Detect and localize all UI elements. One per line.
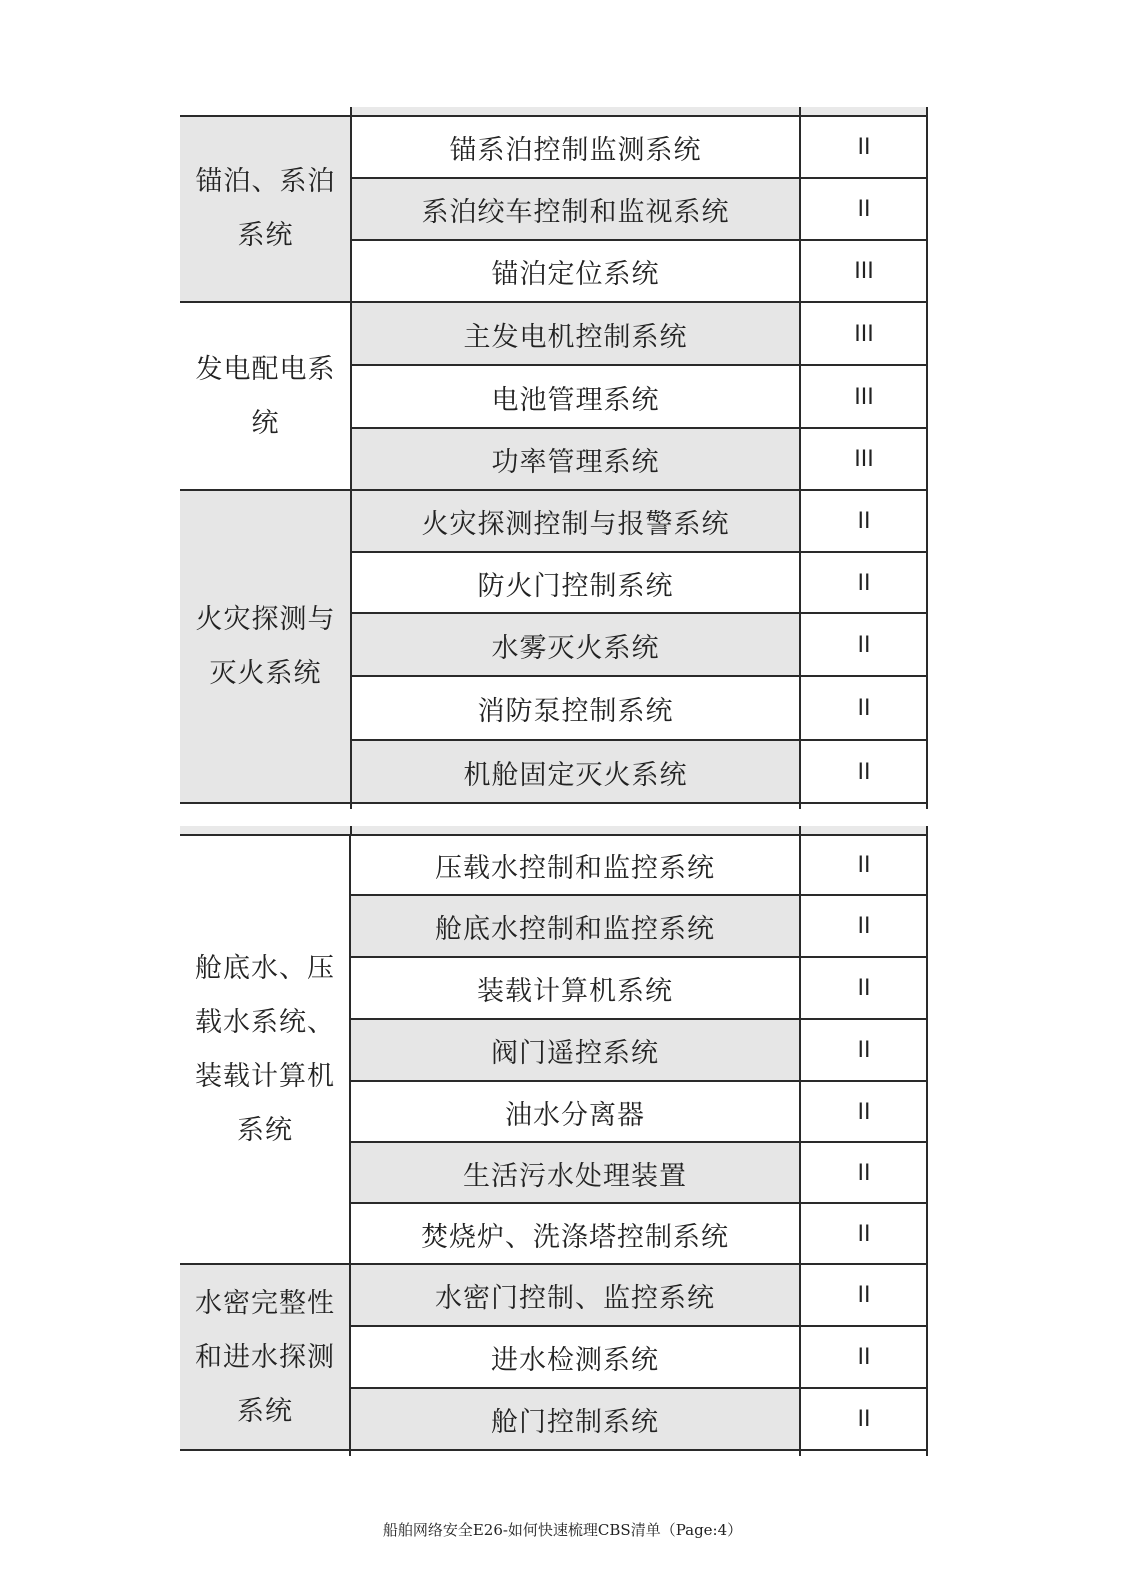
system-cell <box>352 429 799 490</box>
system-cell <box>351 835 799 895</box>
level-cell <box>801 741 927 803</box>
col-line <box>799 115 801 809</box>
level-cell <box>801 835 927 895</box>
level-cell <box>801 116 927 178</box>
level-cell <box>801 1265 927 1326</box>
row-line <box>350 894 928 896</box>
level-value: II <box>857 632 871 658</box>
row-line <box>350 427 928 429</box>
system-name: 压载水控制和监控系统 <box>435 852 715 884</box>
row-line <box>350 364 928 366</box>
system-cell <box>352 303 799 365</box>
level-cell <box>801 179 927 240</box>
category-label: 火灾探测与灭火系统 <box>195 604 336 689</box>
system-cell <box>351 1265 799 1326</box>
system-name: 锚泊定位系统 <box>491 259 660 290</box>
system-cell <box>351 896 799 957</box>
system-name: 机舱固定灭火系统 <box>463 759 688 791</box>
level-cell <box>801 429 927 490</box>
category-cell <box>180 491 351 803</box>
level-value: II <box>857 570 871 596</box>
col-line <box>350 115 352 809</box>
level-value: II <box>857 759 871 785</box>
row-line <box>180 489 928 491</box>
col-line <box>799 834 801 1456</box>
row-line <box>350 1141 928 1143</box>
system-cell <box>352 553 799 613</box>
system-cell <box>352 179 799 240</box>
level-value: II <box>857 852 871 878</box>
system-cell <box>352 614 799 676</box>
category-cell <box>180 303 351 490</box>
level-cell <box>801 1143 927 1203</box>
system-name: 水密门控制、监控系统 <box>435 1283 715 1314</box>
row-line <box>350 675 928 677</box>
system-name: 防火门控制系统 <box>477 570 674 602</box>
row-line <box>350 956 928 958</box>
level-value: II <box>857 134 871 160</box>
level-cell <box>801 614 927 676</box>
row-line <box>350 551 928 553</box>
system-name: 主发电机控制系统 <box>463 321 688 353</box>
system-name: 火灾探测控制与报警系统 <box>421 509 730 540</box>
row-line <box>350 1202 928 1204</box>
level-value: II <box>857 1345 871 1370</box>
row-line <box>350 1325 928 1327</box>
level-cell <box>801 1327 927 1388</box>
row-line <box>350 739 928 741</box>
level-value: II <box>857 1221 871 1247</box>
row-line <box>180 1263 928 1265</box>
row-line <box>350 239 928 241</box>
system-name: 油水分离器 <box>505 1099 645 1131</box>
level-value: III <box>854 259 874 284</box>
row-line <box>180 1449 928 1451</box>
level-value: II <box>857 1160 871 1186</box>
level-cell <box>801 958 927 1019</box>
level-cell <box>801 677 927 740</box>
level-value: II <box>857 197 871 222</box>
category-label: 锚泊、系泊系统 <box>195 166 336 251</box>
level-cell <box>801 303 927 365</box>
row-line <box>350 1080 928 1082</box>
table-bottom-stub <box>180 826 928 834</box>
level-value: III <box>854 384 874 410</box>
system-name: 功率管理系统 <box>491 447 660 478</box>
row-line <box>180 802 928 804</box>
system-name: 电池管理系统 <box>491 384 660 416</box>
level-cell <box>801 366 927 428</box>
system-cell <box>352 677 799 740</box>
system-name: 舱底水控制和监控系统 <box>435 914 715 945</box>
row-line <box>350 1387 928 1389</box>
level-value: II <box>857 696 871 721</box>
row-line <box>180 301 928 303</box>
system-cell <box>351 1204 799 1264</box>
system-cell <box>352 116 799 178</box>
system-cell <box>351 1082 799 1142</box>
row-line <box>350 1018 928 1020</box>
system-cell <box>351 958 799 1019</box>
system-name: 系泊绞车控制和监视系统 <box>421 197 730 228</box>
system-name: 锚系泊控制监测系统 <box>449 134 702 166</box>
row-line <box>180 834 928 836</box>
system-cell <box>352 491 799 552</box>
level-cell <box>801 241 927 302</box>
level-cell <box>801 896 927 957</box>
system-name: 舱门控制系统 <box>491 1407 659 1438</box>
col-line <box>926 834 928 1456</box>
system-name: 生活污水处理装置 <box>463 1160 687 1192</box>
level-cell <box>801 553 927 613</box>
level-value: II <box>857 1099 871 1125</box>
system-cell <box>352 366 799 428</box>
level-cell <box>801 1082 927 1142</box>
level-value: III <box>854 321 874 347</box>
col-line <box>926 115 928 809</box>
category-cell <box>180 1265 350 1450</box>
category-cell <box>180 116 351 302</box>
level-value: II <box>857 1038 871 1063</box>
category-label: 水密完整性和进水探测系统 <box>195 1287 335 1427</box>
system-cell <box>351 1327 799 1388</box>
system-cell <box>351 1143 799 1203</box>
level-value: II <box>857 914 871 939</box>
category-label: 发电配电系统 <box>195 353 336 439</box>
level-value: II <box>857 1283 871 1308</box>
level-cell <box>801 1020 927 1081</box>
level-value: III <box>854 447 874 472</box>
row-line <box>350 177 928 179</box>
system-name: 水雾灭火系统 <box>491 632 660 664</box>
system-name: 装载计算机系统 <box>477 976 673 1007</box>
system-name: 焚烧炉、洗涤塔控制系统 <box>421 1221 729 1253</box>
level-value: II <box>857 976 871 1001</box>
page-footer: 船舶网络安全E26-如何快速梳理CBS清单（Page:4） <box>382 1521 743 1539</box>
level-value: II <box>857 1407 871 1432</box>
system-cell <box>352 741 799 803</box>
system-name: 阀门遥控系统 <box>491 1038 659 1069</box>
category-cell <box>180 835 350 1264</box>
col-line <box>349 834 351 1456</box>
system-name: 进水检测系统 <box>491 1345 659 1376</box>
level-cell <box>801 1204 927 1264</box>
row-line <box>180 115 928 117</box>
row-line <box>350 612 928 614</box>
level-cell <box>801 491 927 552</box>
category-label: 舱底水、压载水系统、装载计算机系统 <box>195 952 335 1146</box>
table-top-stub <box>352 107 928 115</box>
system-name: 消防泵控制系统 <box>477 696 674 727</box>
level-cell <box>801 1389 927 1450</box>
system-cell <box>352 241 799 302</box>
level-value: II <box>857 509 871 534</box>
system-cell <box>351 1389 799 1450</box>
system-cell <box>351 1020 799 1081</box>
